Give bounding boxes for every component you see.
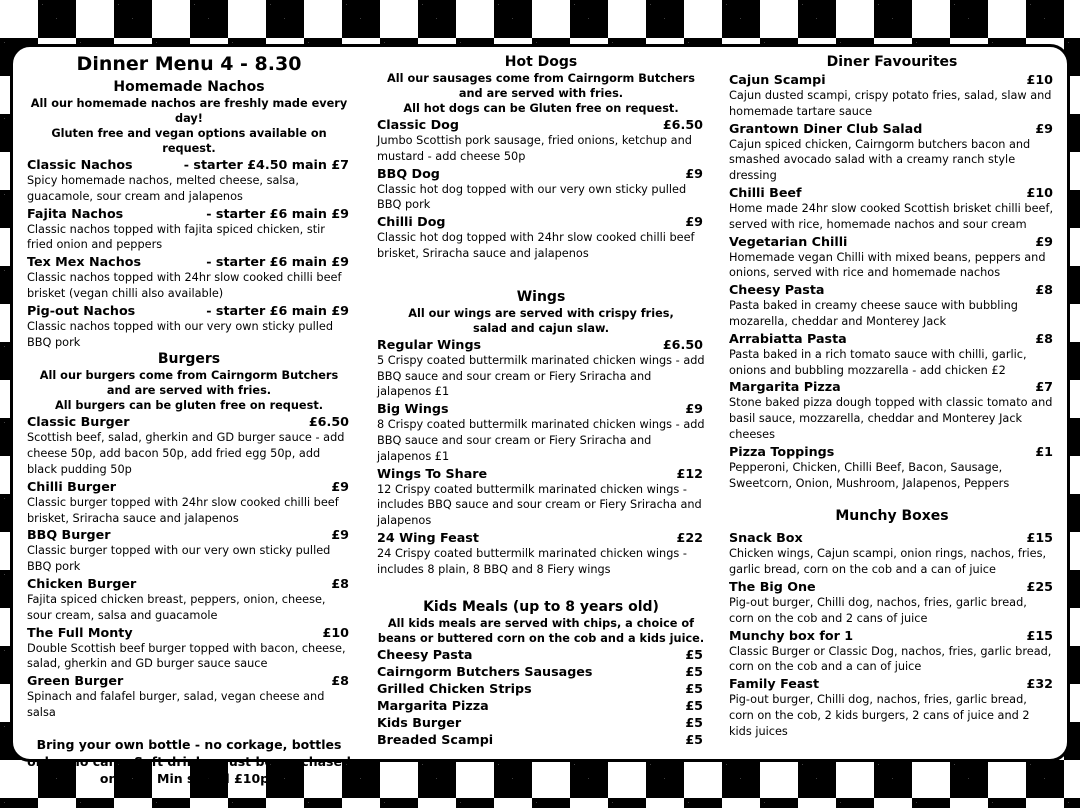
item-price: £10 (1026, 72, 1053, 87)
item-name: Regular Wings (377, 336, 482, 352)
item-name: BBQ Dog (377, 165, 440, 181)
item-description: Spinach and falafel burger, salad, vegan cheese and salsa (27, 690, 325, 719)
item-name: The Full Monty (27, 624, 133, 640)
section-note: beans or buttered corn on the cob and a kids juice. (377, 631, 705, 645)
section-note: All our wings are served with crispy fries, (408, 306, 674, 320)
menu-item (377, 465, 705, 529)
section-note: All kids meals are served with chips, a choice of (387, 616, 695, 630)
menu-item (377, 165, 705, 214)
menu-item (729, 71, 1055, 120)
item-description: Classic nachos topped with our very own sticky pulled BBQ pork (27, 319, 334, 349)
item-name: Grilled Chicken Strips (377, 680, 532, 696)
item-name: Classic Burger (27, 414, 130, 430)
menu-column-middle (377, 53, 705, 748)
menu-item (729, 330, 1055, 379)
item-description: Classic hot dog topped with our very own sticky pulled BBQ pork (377, 182, 687, 212)
section-note: and are served with fries. (458, 87, 624, 100)
byob-notice: Bring your own bottle - no corkage, bottles only - no cans. Soft drinks must be purchased on site. Min spend £10pp (27, 736, 351, 786)
spacer (377, 262, 705, 288)
item-name: Chicken Burger (27, 575, 137, 591)
item-price: £8 (1035, 282, 1053, 298)
item-description: Cajun dusted scampi, crispy potato fries, salad, slaw and homemade tartare sauce (729, 89, 1052, 118)
menu-item (729, 281, 1055, 330)
kids-item (377, 697, 705, 714)
item-name: Cajun Scampi (729, 72, 826, 87)
item-price: £25 (1026, 578, 1053, 594)
kids-item (377, 731, 705, 748)
item-name: Pig-out Nachos (27, 302, 136, 318)
item-price: £12 (676, 465, 703, 481)
item-name: Arrabiatta Pasta (729, 330, 847, 346)
item-name: Kids Burger (377, 714, 462, 730)
item-name: Pizza Toppings (729, 443, 835, 459)
menu-sheet (10, 44, 1070, 786)
item-description: Classic Burger or Classic Dog, nachos, fries, garlic bread, corn on the cob and a can of juice (729, 644, 1052, 674)
section-note: All burgers can be gluten free on request. (54, 399, 324, 413)
section-note: and are served with fries. (106, 384, 272, 398)
item-name: Chilli Burger (27, 478, 117, 494)
item-description: Spicy homemade nachos, melted cheese, salsa, guacamole, sour cream and jalapenos (27, 174, 299, 203)
menu-item (729, 184, 1055, 233)
item-price: £5 (685, 663, 703, 679)
item-name: Cheesy Pasta (729, 282, 825, 298)
item-price: £5 (685, 680, 703, 696)
item-description: Home made 24hr slow cooked Scottish brisket chilli beef, served with rice, homemade nachos and sour cream (729, 201, 1054, 231)
item-price: £6.50 (662, 117, 703, 132)
item-price: £9 (331, 478, 349, 494)
item-name: Margarita Pizza (377, 697, 489, 713)
item-name: Chilli Dog (377, 214, 446, 230)
menu-item (729, 443, 1055, 492)
item-description: 12 Crispy coated buttermilk marinated chicken wings - includes BBQ sauce and sour cream or Fiery Sriracha and jalapenos (377, 482, 702, 528)
section-note: All our homemade nachos are freshly made every day! (30, 97, 348, 125)
section-note: All hot dogs can be Gluten free on request. (403, 102, 679, 115)
item-name: Munchy box for 1 (729, 627, 854, 643)
item-description: Double Scottish beef burger topped with bacon, cheese, salad, gherkin and GD burger sauce sauce (27, 641, 346, 671)
item-price: £22 (676, 529, 703, 545)
item-price: £10 (322, 624, 349, 640)
menu-title: Dinner Menu 4 - 8.30 (76, 53, 302, 75)
item-description: Pasta baked in a rich tomato sauce with chilli, garlic, onions and bubbling mozzarella - add chicken £2 (729, 347, 1027, 377)
item-price: £1 (1035, 443, 1053, 459)
item-description: Pig-out burger, Chilli dog, nachos, fries, garlic bread, corn on the cob, 2 kids burgers, 2 cans of juice and 2 kids juices (729, 693, 1030, 738)
item-price: £9 (685, 165, 703, 181)
item-description: Cajun spiced chicken, Cairngorm butchers bacon and smashed avocado salad with a creamy ranch style dressing (729, 137, 1031, 183)
kids-item (377, 663, 705, 680)
item-name: Fajita Nachos (27, 205, 124, 221)
section-note: All our burgers come from Cairngorm Butchers (39, 369, 339, 383)
item-description: Stone baked pizza dough topped with classic tomato and basil sauce, mozzarella, cheddar and Monterey Jack cheeses (729, 396, 1053, 441)
item-name: The Big One (729, 578, 816, 594)
item-name: Big Wings (377, 401, 449, 417)
item-description: Pepperoni, Chicken, Chilli Beef, Bacon, Sausage, Sweetcorn, Onion, Mushroom, Jalapenos, Peppers (729, 460, 1010, 490)
item-description: Classic nachos topped with fajita spiced chicken, stir fried onion and peppers (27, 222, 325, 252)
item-name: Cairngorm Butchers Sausages (377, 663, 593, 679)
item-price: £8 (331, 673, 349, 689)
menu-item (729, 578, 1055, 627)
menu-item (27, 672, 351, 721)
item-description: Fajita spiced chicken breast, peppers, onion, cheese, sour cream, salsa and guacamole (27, 592, 326, 622)
menu-item (729, 233, 1055, 282)
item-description: Classic nachos topped with 24hr slow cooked chilli beef brisket (vegan chilli also available) (27, 271, 342, 300)
section-title-hotdogs: Hot Dogs (504, 54, 578, 70)
item-description: 8 Crispy coated buttermilk marinated chicken wings - add BBQ sauce and sour cream or Fiery Sriracha and jalapenos £1 (377, 418, 705, 463)
menu-item (27, 156, 351, 205)
item-description: Chicken wings, Cajun scampi, onion rings, nachos, fries, garlic bread, corn on the cob and a can of juice (729, 547, 1047, 577)
menu-item (27, 526, 351, 575)
menu-item (27, 205, 351, 254)
item-name: Tex Mex Nachos (27, 254, 142, 270)
item-price: £8 (1035, 330, 1053, 346)
kids-item (377, 680, 705, 697)
item-price: £7 (1035, 379, 1053, 395)
item-price: £6.50 (662, 336, 703, 352)
item-price: £9 (331, 527, 349, 543)
kids-item (377, 714, 705, 731)
item-price: £5 (685, 731, 703, 747)
item-description: 24 Crispy coated buttermilk marinated chicken wings - includes 8 plain, 8 BBQ and 8 Fiery wings (377, 546, 687, 576)
menu-item (377, 116, 705, 165)
item-description: Pasta baked in creamy cheese sauce with bubbling mozarella, cheddar and Monterey Jack (729, 299, 1018, 328)
item-price: £9 (685, 214, 703, 230)
section-note: Gluten free and vegan options available on request. (51, 127, 327, 155)
section-title-kids: Kids Meals (up to 8 years old) (423, 598, 659, 615)
item-description: Classic hot dog topped with 24hr slow cooked chilli beef brisket, Sriracha sauce and jalapenos (377, 231, 695, 260)
item-name: Snack Box (729, 530, 803, 546)
item-name: Breaded Scampi (377, 731, 494, 747)
item-description: 5 Crispy coated buttermilk marinated chicken wings - add BBQ sauce and sour cream or Fiery Sriracha and jalapenos £1 (377, 353, 705, 399)
item-description: Scottish beef, salad, gherkin and GD burger sauce - add cheese 50p, add bacon 50p, add fried egg 50p, add black pudding 50p (27, 431, 345, 476)
menu-item (729, 529, 1055, 578)
item-description: Classic burger topped with our very own sticky pulled BBQ pork (27, 544, 331, 574)
menu-item (377, 400, 705, 464)
section-note: salad and cajun slaw. (473, 321, 609, 335)
menu-item (27, 253, 351, 302)
menu-item (729, 120, 1055, 184)
item-price: £5 (685, 646, 703, 662)
item-description: Classic burger topped with 24hr slow cooked chilli beef brisket, Sriracha sauce and jalapenos (27, 495, 339, 525)
item-description: Pig-out burger, Chilli dog, nachos, fries, garlic bread, corn on the cob and 2 cans of juice (729, 595, 1027, 625)
kids-item (377, 646, 705, 663)
menu-item (377, 213, 705, 262)
item-name: Classic Nachos (27, 157, 133, 172)
item-price: £9 (1035, 120, 1053, 136)
menu-item (729, 627, 1055, 676)
item-price: £8 (331, 575, 349, 591)
item-price: - starter £6 main £9 (206, 254, 349, 270)
item-name: Chilli Beef (729, 184, 802, 200)
item-name: Green Burger (27, 673, 124, 689)
item-price: - starter £6 main £9 (206, 302, 349, 318)
section-title-munchy-boxes: Munchy Boxes (835, 508, 949, 525)
item-price: £5 (685, 714, 703, 730)
item-price: £15 (1026, 530, 1053, 546)
item-name: 24 Wing Feast (377, 529, 479, 545)
menu-item (377, 529, 705, 578)
item-name: BBQ Burger (27, 527, 111, 543)
item-name: Grantown Diner Club Salad (729, 120, 923, 136)
item-name: Classic Dog (377, 117, 459, 132)
item-price: £9 (1035, 233, 1053, 249)
section-note: All our sausages come from Cairngorm Butchers (387, 72, 695, 85)
menu-item (27, 302, 351, 351)
spacer (729, 491, 1055, 507)
item-price: £5 (685, 697, 703, 713)
menu-item (377, 336, 705, 400)
menu-item (729, 378, 1055, 442)
item-price: £15 (1026, 627, 1053, 643)
menu-item (27, 478, 351, 527)
menu-item (729, 675, 1055, 739)
section-title-burgers: Burgers (157, 351, 221, 368)
item-price: - starter £6 main £9 (206, 205, 349, 221)
item-price: £32 (1026, 676, 1053, 692)
item-name: Family Feast (729, 676, 820, 692)
section-title-favourites: Diner Favourites (826, 54, 958, 70)
menu-column-right (729, 53, 1055, 740)
section-title-wings: Wings (516, 288, 566, 305)
menu-item (27, 413, 351, 477)
menu-column-left (27, 53, 351, 787)
item-name: Wings To Share (377, 465, 488, 481)
item-description: Homemade vegan Chilli with mixed beans, peppers and onions, served with rice and homemade nachos (729, 250, 1046, 280)
item-name: Cheesy Pasta (377, 646, 473, 662)
section-title-nachos: Homemade Nachos (113, 79, 265, 95)
menu-item (27, 624, 351, 673)
spacer (377, 578, 705, 598)
item-price: - starter £4.50 main £7 (183, 157, 349, 172)
item-name: Margarita Pizza (729, 379, 841, 395)
menu-item (27, 575, 351, 624)
item-price: £9 (685, 401, 703, 417)
item-price: £6.50 (308, 414, 349, 430)
item-price: £10 (1026, 184, 1053, 200)
item-description: Jumbo Scottish pork sausage, fried onions, ketchup and mustard - add cheese 50p (377, 134, 692, 163)
item-name: Vegetarian Chilli (729, 233, 848, 249)
